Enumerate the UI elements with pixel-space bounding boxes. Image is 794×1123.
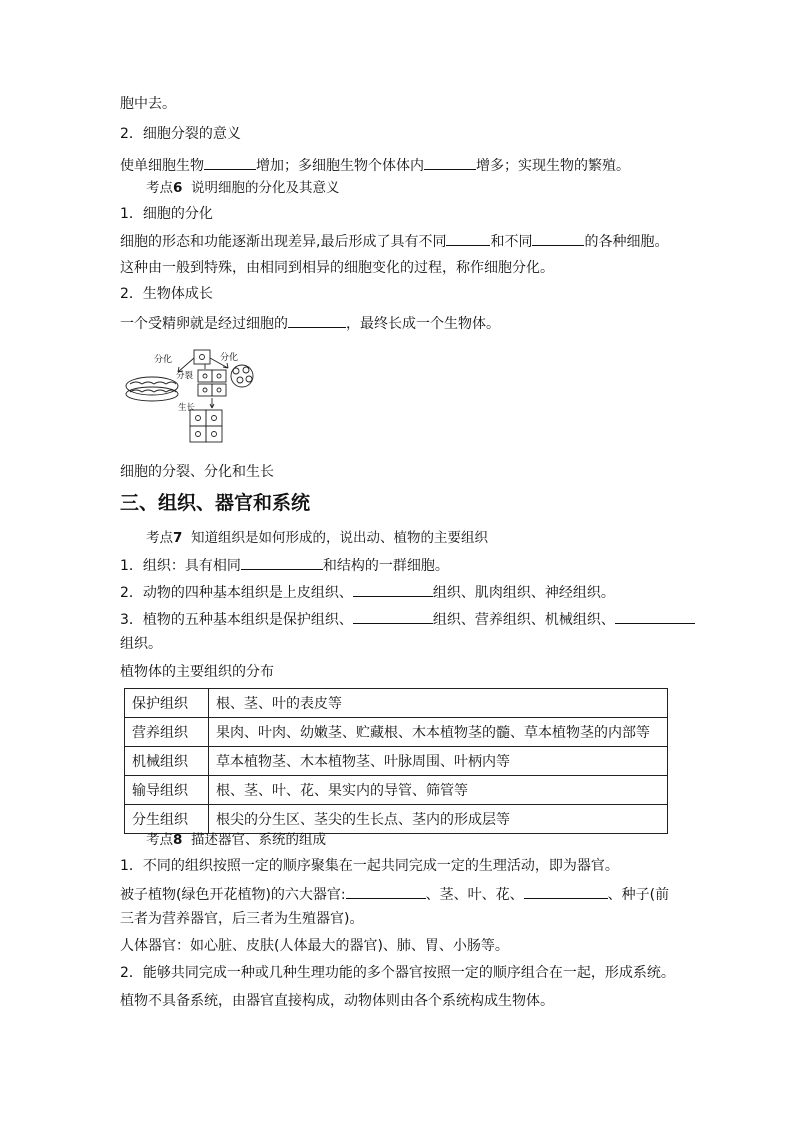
text-fragment: 被子植物(绿色开花植物)的六大器官: bbox=[120, 887, 346, 903]
cell-icon bbox=[194, 350, 210, 364]
text-line: 1．不同的组织按照一定的顺序聚集在一起共同完成一定的生理活动，即为器官。 bbox=[120, 858, 619, 874]
text-fragment: 细胞的形态和功能逐渐出现差异,最后形成了具有不同 bbox=[120, 234, 447, 250]
table-row bbox=[125, 776, 668, 805]
text-line bbox=[120, 230, 668, 252]
text-fragment: 增多；实现生物的繁殖。 bbox=[476, 158, 630, 174]
table-cell: 营养组织 bbox=[125, 718, 209, 747]
figure-label: 分化 bbox=[220, 353, 239, 363]
table-cell: 根、茎、叶的表皮等 bbox=[209, 689, 668, 718]
fill-blank bbox=[346, 883, 426, 899]
fill-blank bbox=[424, 154, 476, 170]
text-line bbox=[120, 883, 669, 905]
text-line bbox=[120, 312, 500, 334]
text-line: 这种由一般到特殊，由相同到相异的细胞变化的过程，称作细胞分化。 bbox=[120, 260, 554, 276]
exam-point-text: 描述器官、系统的组成 bbox=[191, 832, 326, 848]
fill-blank bbox=[288, 312, 346, 328]
fill-blank bbox=[532, 230, 584, 246]
text-fragment: 组织、营养组织、机械组织、 bbox=[432, 612, 615, 628]
exam-point-text: 说明细胞的分化及其意义 bbox=[191, 180, 340, 196]
table-cell: 保护组织 bbox=[125, 689, 209, 718]
figure-label: 分裂 bbox=[176, 371, 194, 381]
figure-label: 生长 bbox=[178, 403, 196, 413]
fill-blank bbox=[241, 554, 323, 570]
table-cell: 机械组织 bbox=[125, 747, 209, 776]
fill-blank bbox=[353, 608, 433, 624]
text-line bbox=[120, 581, 615, 603]
text-fragment: 1．组织：具有相同 bbox=[120, 558, 241, 574]
subheading: 2．细胞分裂的意义 bbox=[120, 126, 241, 142]
text-line bbox=[120, 554, 449, 576]
table-cell: 输导组织 bbox=[125, 776, 209, 805]
text-line: 三者为营养器官，后三者为生殖器官)。 bbox=[120, 911, 364, 927]
subheading: 2．生物体成长 bbox=[120, 286, 213, 302]
exam-point-number: 8 bbox=[173, 832, 183, 848]
section-title: 三、组织、器官和系统 bbox=[120, 492, 311, 514]
text-line: 2．能够共同完成一种或几种生理功能的多个器官按照一定的顺序组合在一起，形成系统。 bbox=[120, 965, 675, 981]
fill-blank bbox=[615, 608, 695, 624]
text-line: 胞中去。 bbox=[120, 96, 176, 112]
text-fragment: 和不同 bbox=[490, 234, 533, 250]
exam-point-number: 7 bbox=[173, 530, 183, 546]
fill-blank bbox=[524, 883, 608, 899]
text-line: 组织。 bbox=[120, 636, 162, 652]
text-fragment: 的各种细胞。 bbox=[584, 234, 669, 250]
text-line bbox=[120, 154, 630, 176]
cell-division-diagram bbox=[124, 346, 264, 446]
text-fragment: 3．植物的五种基本组织是保护组织、 bbox=[120, 612, 353, 628]
table-row bbox=[125, 747, 668, 776]
exam-point-heading bbox=[146, 830, 326, 850]
exam-point-heading bbox=[146, 178, 340, 198]
text-fragment: 和结构的一群细胞。 bbox=[322, 558, 449, 574]
text-line: 植物不具备系统，由器官直接构成，动物体则由各个系统构成生物体。 bbox=[120, 993, 554, 1009]
text-line: 人体器官：如心脏、皮肤(人体最大的器官)、肺、胃、小肠等。 bbox=[120, 938, 509, 954]
exam-point-number: 6 bbox=[173, 180, 183, 196]
table-row bbox=[125, 718, 668, 747]
fill-blank bbox=[353, 581, 433, 597]
exam-point-label: 考点 bbox=[146, 530, 173, 546]
figure-caption: 细胞的分裂、分化和生长 bbox=[120, 464, 274, 480]
text-fragment: 、茎、叶、花、 bbox=[425, 887, 524, 903]
text-fragment: 一个受精卵就是经过细胞的 bbox=[120, 316, 288, 332]
exam-point-text: 知道组织是如何形成的，说出动、植物的主要组织 bbox=[191, 530, 488, 546]
exam-point-heading bbox=[146, 528, 488, 548]
table-cell: 分生组织 bbox=[125, 805, 209, 834]
subheading: 1．细胞的分化 bbox=[120, 206, 213, 222]
table-row bbox=[125, 689, 668, 718]
figure-label: 分化 bbox=[154, 355, 173, 365]
text-fragment: ，最终长成一个生物体。 bbox=[346, 316, 500, 332]
table-cell: 草本植物茎、木本植物茎、叶脉周围、叶柄内等 bbox=[209, 747, 668, 776]
text-fragment: 2．动物的四种基本组织是上皮组织、 bbox=[120, 585, 353, 601]
text-fragment: 使单细胞生物 bbox=[120, 158, 204, 174]
table-cell: 果肉、叶肉、幼嫩茎、贮藏根、木本植物茎的髓、草本植物茎的内部等 bbox=[209, 718, 668, 747]
table-title: 植物体的主要组织的分布 bbox=[120, 664, 274, 680]
exam-point-label: 考点 bbox=[146, 832, 173, 848]
text-line bbox=[120, 608, 695, 630]
exam-point-label: 考点 bbox=[146, 180, 173, 196]
text-fragment: 、种子(前 bbox=[607, 887, 670, 903]
table-cell: 根尖的分生区、茎尖的生长点、茎内的形成层等 bbox=[209, 805, 668, 834]
tissue-distribution-table bbox=[124, 688, 668, 834]
fill-blank bbox=[204, 154, 256, 170]
text-fragment: 增加；多细胞生物个体体内 bbox=[256, 158, 424, 174]
text-fragment: 组织、肌肉组织、神经组织。 bbox=[432, 585, 615, 601]
table-cell: 根、茎、叶、花、果实内的导管、筛管等 bbox=[209, 776, 668, 805]
fill-blank bbox=[446, 230, 490, 246]
